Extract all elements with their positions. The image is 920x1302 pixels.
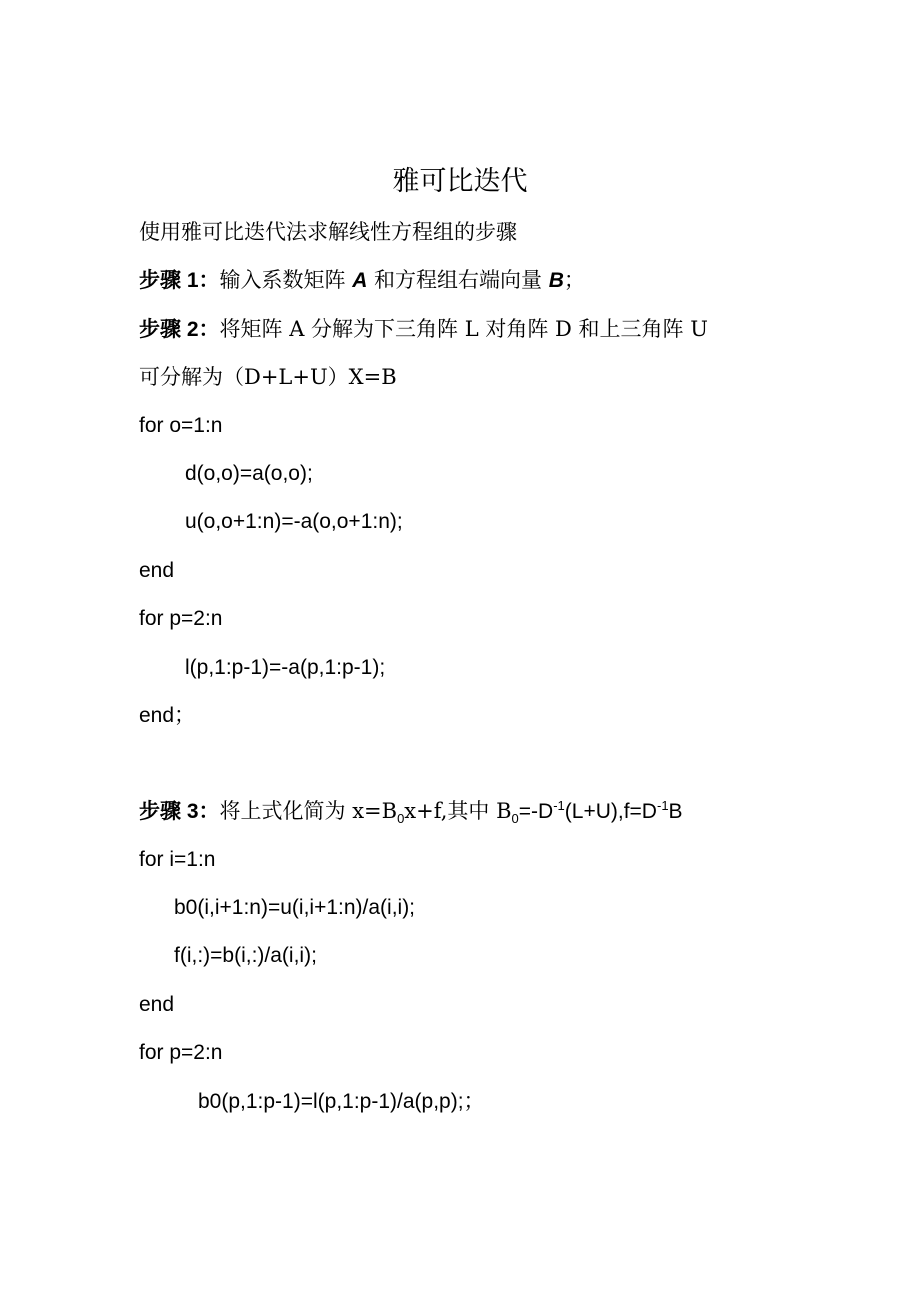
superscript: -1: [553, 798, 565, 813]
code-line: l(p,1:p-1)=-a(p,1:p-1);: [185, 656, 386, 679]
code-line: for p=2:n: [139, 1041, 223, 1064]
step-3-text-c: =-D: [518, 800, 554, 823]
step-2-text: 将矩阵 A 分解为下三角阵 L 对角阵 D 和上三角阵 U: [219, 317, 708, 341]
code-line: end: [139, 559, 175, 582]
superscript: -1: [656, 798, 669, 813]
code-line: end: [139, 993, 175, 1016]
step-1-text-b: 和方程组右端向量: [367, 268, 549, 292]
step-2-label: 步骤 2：: [139, 318, 220, 341]
step-3-text-d: (L+U),f=D: [564, 800, 657, 823]
code-line: b0(i,i+1:n)=u(i,i+1:n)/a(i,i);: [174, 896, 416, 919]
matrix-a-symbol: A: [352, 269, 368, 292]
code-line: b0(p,1:p-1)=l(p,1:p-1)/a(p,p);；: [198, 1090, 485, 1113]
step-3-label: 步骤 3：: [139, 800, 220, 823]
subscript: 0: [397, 811, 405, 827]
code-line: for i=1:n: [139, 848, 216, 871]
code-line: d(o,o)=a(o,o);: [185, 462, 313, 485]
step-2-continuation: 可分解为（D+L+U）X=B: [139, 365, 397, 389]
step-3: [139, 798, 683, 827]
step-3-text-e: B: [668, 800, 683, 823]
code-line: u(o,o+1:n)=-a(o,o+1:n);: [185, 510, 403, 533]
vector-b-symbol: B: [548, 269, 564, 292]
step-1: [139, 270, 585, 291]
code-line: f(i,:)=b(i,:)/a(i,i);: [174, 944, 317, 967]
intro-text: 使用雅可比迭代法求解线性方程组的步骤: [139, 220, 517, 244]
code-line: for p=2:n: [139, 607, 223, 630]
step-1-text-a: 输入系数矩阵: [219, 268, 353, 292]
subscript: 0: [511, 811, 519, 827]
step-3-text-b: x+f,其中 B: [404, 799, 512, 823]
step-3-text-a: 将上式化简为 x=B: [219, 799, 398, 823]
code-line: end；: [139, 704, 196, 727]
code-line: for o=1:n: [139, 414, 223, 437]
page-title: 雅可比迭代: [392, 166, 528, 197]
step-1-label: 步骤 1：: [139, 269, 220, 292]
step-1-text-c: ；: [563, 269, 585, 292]
step-2: [139, 319, 708, 340]
